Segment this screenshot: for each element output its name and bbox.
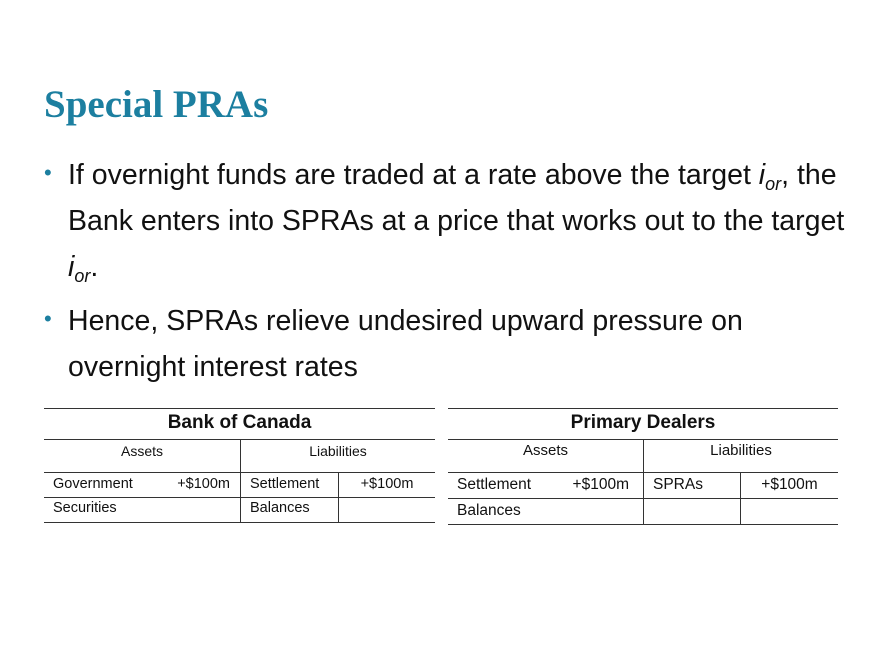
bullet-dot-icon: •	[44, 160, 52, 185]
bullet-text: If overnight funds are traded at a rate above the target	[68, 159, 759, 191]
bullet-2	[44, 298, 848, 390]
subscript: or	[74, 266, 91, 286]
table-row	[44, 498, 435, 523]
table-title: Primary Dealers	[448, 409, 838, 440]
asset-value: +$100m	[177, 476, 230, 492]
asset-label: Settlement	[457, 476, 532, 493]
liabilities-header: Liabilities	[240, 440, 435, 472]
liabilities-header: Liabilities	[643, 440, 838, 472]
liability-label: SPRAs	[643, 473, 740, 498]
liability-label: Balances	[240, 498, 338, 522]
interest-symbol: i	[758, 159, 766, 191]
bullet-dot-icon: •	[44, 306, 52, 331]
interest-symbol: i	[68, 251, 75, 283]
asset-label: Government	[53, 476, 133, 492]
bank-of-canada-t-account	[44, 408, 435, 523]
table-row	[44, 473, 435, 498]
slide-title: Special PRAs	[44, 83, 269, 126]
bullet-text: Hence, SPRAs relieve undesired upward pressure on overnight interest rates	[68, 305, 743, 383]
liability-label: Settlement	[240, 473, 338, 497]
liability-value: +$100m	[740, 473, 838, 498]
primary-dealers-t-account	[448, 408, 838, 525]
bullet-1	[44, 152, 848, 290]
bullet-text: , the Bank enters into SPRAs at a price that works out to the target	[68, 159, 845, 237]
bullet-text: .	[90, 251, 99, 283]
asset-label: Balances	[457, 502, 521, 519]
table-row	[448, 473, 838, 499]
assets-header: Assets	[522, 442, 568, 459]
asset-value: +$100m	[572, 476, 629, 493]
asset-label: Securities	[53, 500, 117, 516]
subscript: or	[765, 174, 782, 194]
assets-header: Assets	[120, 443, 163, 459]
liability-value: +$100m	[338, 473, 435, 497]
table-row	[448, 499, 838, 525]
table-title: Bank of Canada	[44, 409, 435, 440]
